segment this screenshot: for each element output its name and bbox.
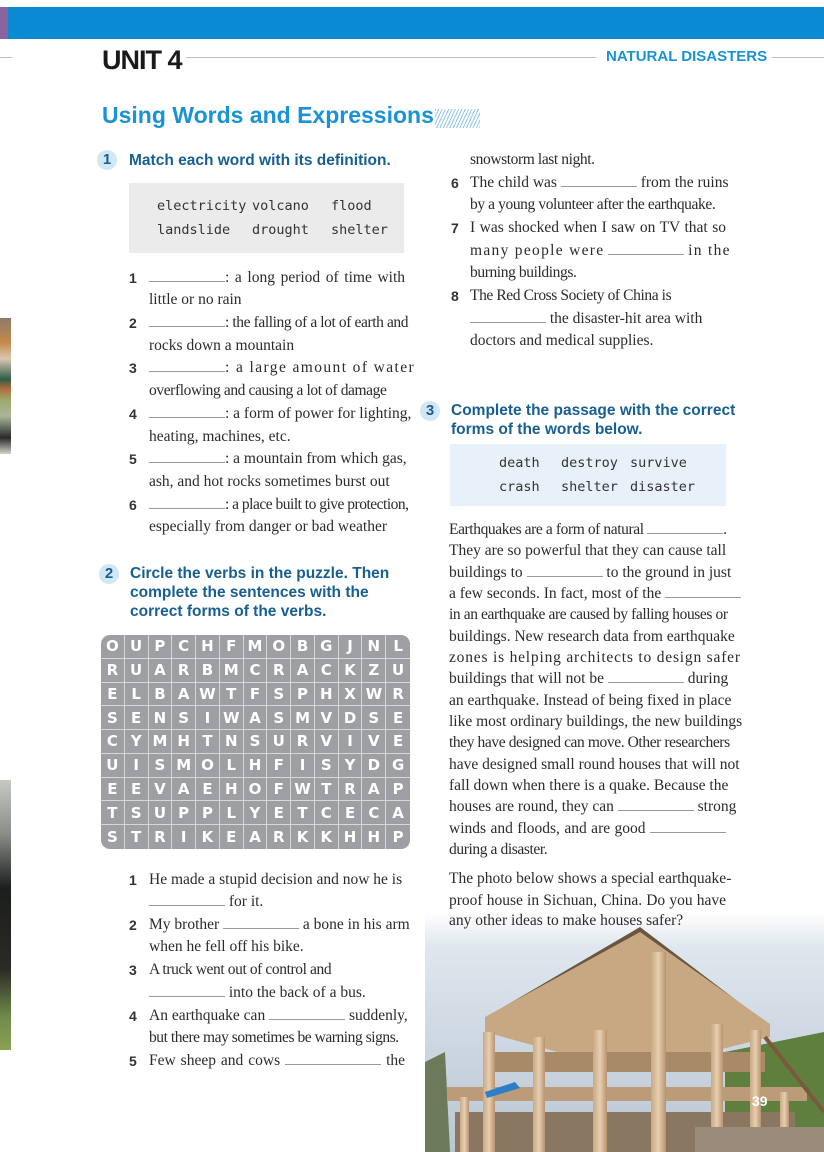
definition-text: : a long period of time with — [225, 269, 405, 286]
answer-blank[interactable] — [650, 818, 726, 833]
passage-line — [449, 796, 737, 818]
puzzle-cell[interactable]: N — [362, 635, 386, 659]
definition-text: : a mountain from which gas, — [225, 450, 407, 467]
sentence-text: from the ruins — [640, 174, 729, 191]
sentence-line: doctors and medical supplies. — [470, 332, 654, 349]
puzzle-cell[interactable]: S — [267, 683, 291, 707]
puzzle-cell[interactable]: C — [315, 801, 339, 825]
definition-text: : a large amount of water — [225, 359, 416, 376]
instruction-line: Complete the passage with the correct — [451, 402, 736, 419]
answer-blank[interactable] — [149, 312, 225, 327]
instruction-line: correct forms of the verbs. — [130, 603, 327, 620]
answer-blank[interactable] — [665, 583, 741, 598]
house-illustration — [425, 912, 824, 1152]
item-number: 2 — [129, 315, 137, 331]
puzzle-cell[interactable]: T — [196, 730, 220, 754]
puzzle-cell[interactable]: O — [267, 635, 291, 659]
puzzle-cell[interactable]: B — [196, 659, 220, 683]
word-bank-word: disaster — [630, 479, 696, 495]
puzzle-cell[interactable]: T — [101, 801, 125, 825]
puzzle-cell[interactable]: E — [339, 801, 363, 825]
answer-blank[interactable] — [470, 308, 546, 323]
item-number: 4 — [129, 406, 137, 422]
word-bank-row — [450, 479, 726, 499]
passage-text: houses are round, they can — [449, 798, 614, 815]
item-number: 2 — [129, 917, 137, 933]
puzzle-cell[interactable]: F — [267, 754, 291, 778]
passage-line — [449, 668, 729, 690]
puzzle-cell[interactable]: V — [315, 730, 339, 754]
puzzle-cell[interactable]: D — [339, 706, 363, 730]
passage-line: zones is helping architects to design safer — [449, 649, 741, 666]
passage-text: strong — [697, 798, 737, 815]
puzzle-cell[interactable]: I — [339, 730, 363, 754]
puzzle-cell[interactable]: A — [362, 778, 386, 802]
divider — [186, 57, 596, 58]
sentence-text: My brother — [149, 916, 220, 933]
definition-line: little or no rain — [149, 291, 242, 308]
puzzle-cell[interactable]: M — [244, 635, 268, 659]
definition-line — [149, 403, 412, 425]
puzzle-cell[interactable]: Y — [125, 730, 149, 754]
word-bank-word: crash — [499, 479, 540, 495]
unit-title: UNIT 4 — [102, 45, 182, 75]
answer-blank[interactable] — [149, 448, 225, 463]
answer-blank[interactable] — [149, 357, 225, 372]
passage-line — [449, 562, 732, 584]
item-number: 6 — [129, 497, 137, 513]
puzzle-cell[interactable]: U — [149, 801, 173, 825]
word-bank-word: flood — [331, 198, 372, 214]
puzzle-cell[interactable]: P — [392, 828, 404, 847]
instruction-line: forms of the words below. — [451, 421, 643, 438]
puzzle-cell[interactable]: A — [149, 659, 173, 683]
puzzle-cell[interactable]: T — [125, 825, 149, 849]
previous-page-photo-edge — [0, 318, 11, 454]
exercise-number-badge: 3 — [420, 401, 440, 421]
word-bank-word: drought — [252, 222, 309, 238]
puzzle-cell[interactable]: H — [196, 635, 220, 659]
definition-line: heating, machines, etc. — [149, 428, 291, 445]
puzzle-cell[interactable]: S — [315, 754, 339, 778]
page-number: 39 — [752, 1093, 768, 1109]
item-number: 5 — [129, 1053, 137, 1069]
photo-caption-line: The photo below shows a special earthquake- — [449, 870, 732, 887]
answer-blank[interactable] — [149, 891, 225, 906]
puzzle-cell[interactable]: H — [362, 825, 386, 849]
sentence-text: many people were — [470, 242, 605, 259]
puzzle-cell[interactable]: Y — [339, 754, 363, 778]
puzzle-cell[interactable]: O — [196, 754, 220, 778]
puzzle-cell[interactable]: H — [244, 754, 268, 778]
sentence-line: snowstorm last night. — [470, 151, 595, 168]
puzzle-cell[interactable]: E — [101, 778, 125, 802]
passage-line: like most ordinary buildings, the new buildings — [449, 713, 743, 730]
passage-text: . — [723, 521, 727, 538]
definition-line — [149, 448, 405, 470]
photo-caption-line: any other ideas to make houses safer? — [449, 912, 684, 929]
sentence-line: burning buildings. — [470, 264, 577, 281]
passage-text: winds and floods, and are good — [449, 820, 646, 837]
puzzle-cell[interactable]: B — [291, 635, 315, 659]
answer-blank[interactable] — [149, 494, 225, 509]
word-bank-word: volcano — [252, 198, 309, 214]
puzzle-cell[interactable]: K — [339, 659, 363, 683]
puzzle-cell[interactable]: L — [220, 754, 244, 778]
puzzle-cell[interactable]: A — [386, 801, 410, 825]
puzzle-cell[interactable]: C — [362, 801, 386, 825]
item-number: 3 — [129, 962, 137, 978]
word-bank-word: survive — [630, 455, 687, 471]
puzzle-cell[interactable]: S — [125, 801, 149, 825]
passage-text: Earthquakes are a form of natural — [449, 521, 644, 538]
definition-line — [149, 312, 409, 334]
puzzle-cell[interactable]: Y — [244, 801, 268, 825]
puzzle-cell[interactable]: R — [267, 825, 291, 849]
answer-blank[interactable] — [608, 668, 684, 683]
puzzle-cell[interactable]: T — [291, 801, 315, 825]
answer-blank[interactable] — [618, 796, 694, 811]
puzzle-cell[interactable]: L — [125, 683, 149, 707]
puzzle-cell[interactable]: E — [386, 730, 410, 754]
puzzle-cell[interactable]: H — [315, 683, 339, 707]
puzzle-cell[interactable]: U — [125, 659, 149, 683]
word-bank-row — [129, 222, 404, 242]
puzzle-cell[interactable]: E — [386, 706, 410, 730]
puzzle-cell[interactable]: P — [386, 778, 410, 802]
puzzle-cell[interactable]: C — [172, 635, 196, 659]
puzzle-cell[interactable]: E — [101, 683, 125, 707]
puzzle-cell[interactable]: U — [267, 730, 291, 754]
puzzle-cell[interactable]: M — [220, 659, 244, 683]
item-number: 1 — [129, 872, 137, 888]
sentence-line — [470, 308, 702, 330]
word-bank-3 — [450, 444, 726, 506]
puzzle-cell[interactable]: I — [196, 706, 220, 730]
photo-caption-line: proof house in Sichuan, China. Do you have — [449, 892, 726, 909]
instruction-line: Circle the verbs in the puzzle. Then — [130, 565, 390, 582]
sentence-line: The Red Cross Society of China is — [470, 287, 672, 304]
sentence-text: suddenly, — [348, 1007, 408, 1024]
puzzle-cell[interactable]: R — [101, 659, 125, 683]
puzzle-cell[interactable]: S — [362, 706, 386, 730]
sentence-line: A truck went out of control and — [149, 961, 332, 978]
item-number: 8 — [451, 288, 459, 304]
unit-topic: NATURAL DISASTERS — [606, 48, 768, 65]
puzzle-cell[interactable]: P — [172, 801, 196, 825]
word-bank-row — [450, 455, 726, 475]
word-bank-word: landslide — [157, 222, 231, 238]
passage-line — [449, 519, 727, 541]
puzzle-cell[interactable]: R — [267, 659, 291, 683]
sentence-text: for it. — [228, 893, 264, 910]
puzzle-cell[interactable]: K — [196, 825, 220, 849]
passage-line: an earthquake. Instead of being fixed in place — [449, 692, 732, 709]
sentence-text: in the — [688, 242, 731, 259]
puzzle-cell[interactable]: A — [172, 778, 196, 802]
passage-line: they have designed can move. Other researchers — [449, 734, 730, 751]
previous-page-photo-edge — [0, 780, 11, 1050]
word-search-puzzle[interactable] — [101, 635, 410, 849]
answer-blank[interactable] — [527, 562, 603, 577]
puzzle-cell[interactable]: C — [315, 659, 339, 683]
answer-blank[interactable] — [149, 403, 225, 418]
passage-line — [449, 583, 726, 605]
puzzle-cell[interactable]: G — [386, 754, 410, 778]
sentence-line: but there may sometimes be warning signs. — [149, 1029, 399, 1046]
puzzle-cell[interactable]: W — [291, 778, 315, 802]
puzzle-cell[interactable]: E — [125, 706, 149, 730]
puzzle-cell[interactable]: W — [362, 683, 386, 707]
divider — [0, 57, 12, 58]
puzzle-cell[interactable]: R — [339, 778, 363, 802]
puzzle-cell[interactable]: E — [220, 825, 244, 849]
passage-text: buildings that will not be — [449, 670, 604, 687]
puzzle-cell[interactable]: U — [386, 659, 410, 683]
item-number: 1 — [129, 270, 137, 286]
puzzle-cell[interactable]: V — [315, 706, 339, 730]
item-number: 6 — [451, 175, 459, 191]
passage-line: have designed small round houses that will not — [449, 756, 740, 773]
passage-line: fall down when there is a quake. Because the — [449, 777, 729, 794]
sentence-line — [470, 172, 729, 194]
exercise-3-instruction — [451, 401, 735, 439]
answer-blank[interactable] — [647, 519, 723, 534]
puzzle-cell[interactable]: X — [339, 683, 363, 707]
puzzle-cell[interactable]: M — [291, 706, 315, 730]
puzzle-cell[interactable]: O — [101, 635, 125, 659]
sentence-line — [149, 914, 410, 936]
puzzle-cell[interactable]: F — [244, 683, 268, 707]
sentence-text: The child was — [470, 174, 557, 191]
definition-line: overflowing and causing a lot of damage — [149, 382, 387, 399]
puzzle-cell[interactable]: D — [362, 754, 386, 778]
puzzle-cell[interactable]: E — [267, 801, 291, 825]
sentence-line — [149, 982, 366, 1004]
definition-text: : a form of power for lighting, — [225, 405, 412, 422]
sentence-line — [470, 240, 731, 262]
word-bank-word: destroy — [561, 455, 618, 471]
sentence-line: when he fell off his bike. — [149, 938, 304, 955]
divider — [772, 57, 824, 58]
puzzle-cell[interactable]: T — [315, 778, 339, 802]
answer-blank[interactable] — [149, 267, 225, 282]
puzzle-cell[interactable]: C — [101, 730, 125, 754]
passage-line: buildings. New research data from earthquake — [449, 628, 735, 645]
puzzle-cell[interactable]: S — [267, 706, 291, 730]
puzzle-cell[interactable]: R — [149, 825, 173, 849]
puzzle-cell[interactable]: G — [315, 635, 339, 659]
puzzle-cell[interactable]: P — [196, 801, 220, 825]
puzzle-cell[interactable]: I — [291, 754, 315, 778]
sentence-text: the — [386, 1052, 405, 1069]
answer-blank[interactable] — [149, 982, 225, 997]
definition-text: : the falling of a lot of earth and — [225, 314, 409, 331]
sentence-line — [149, 891, 263, 913]
puzzle-cell[interactable]: R — [291, 730, 315, 754]
puzzle-cell[interactable]: V — [362, 730, 386, 754]
puzzle-cell[interactable]: S — [244, 730, 268, 754]
sentence-text: Few sheep and cows — [149, 1052, 281, 1069]
passage-line: They are so powerful that they can cause tall — [449, 542, 727, 559]
puzzle-cell[interactable]: A — [244, 825, 268, 849]
answer-blank[interactable] — [223, 914, 299, 929]
item-number: 3 — [129, 360, 137, 376]
puzzle-cell[interactable]: N — [149, 706, 173, 730]
puzzle-cell[interactable]: C — [244, 659, 268, 683]
puzzle-cell[interactable]: U — [101, 754, 125, 778]
puzzle-cell[interactable]: A — [244, 706, 268, 730]
answer-blank[interactable] — [269, 1005, 345, 1020]
exercise-1-instruction: Match each word with its definition. — [129, 152, 391, 169]
puzzle-cell[interactable]: Z — [362, 659, 386, 683]
puzzle-cell[interactable]: R — [386, 683, 410, 707]
passage-line: during a disaster. — [449, 841, 548, 858]
puzzle-cell[interactable]: S — [101, 706, 125, 730]
sentence-text: the disaster-hit area with — [549, 310, 703, 327]
sentence-line: by a young volunteer after the earthquake. — [470, 196, 716, 213]
instruction-line: complete the sentences with the — [130, 584, 369, 601]
puzzle-cell[interactable]: F — [220, 635, 244, 659]
puzzle-cell[interactable]: H — [339, 825, 363, 849]
passage-text: buildings to — [449, 564, 523, 581]
word-bank-row — [129, 198, 404, 218]
word-bank-word: shelter — [561, 479, 618, 495]
unit-color-tab — [0, 7, 8, 39]
definition-line: ash, and hot rocks sometimes burst out — [149, 473, 390, 490]
section-title: Using Words and Expressions — [102, 102, 434, 128]
passage-text: during — [687, 670, 729, 687]
definition-line — [149, 357, 416, 379]
definition-line — [149, 267, 405, 289]
answer-blank[interactable] — [608, 240, 684, 255]
sentence-line — [149, 1050, 405, 1072]
word-bank-word: electricity — [157, 198, 247, 214]
puzzle-cell[interactable]: M — [172, 754, 196, 778]
puzzle-cell[interactable]: F — [267, 778, 291, 802]
puzzle-cell[interactable]: K — [291, 825, 315, 849]
puzzle-cell[interactable]: L — [386, 635, 410, 659]
puzzle-cell[interactable]: W — [196, 683, 220, 707]
sentence-text: into the back of a bus. — [228, 984, 366, 1001]
earthquake-proof-house-photo — [425, 912, 824, 1152]
answer-blank[interactable] — [561, 172, 637, 187]
answer-blank[interactable] — [285, 1050, 381, 1065]
passage-line: in an earthquake are caused by falling houses or — [449, 606, 728, 623]
puzzle-cell[interactable]: O — [244, 778, 268, 802]
puzzle-cell[interactable]: I — [172, 825, 196, 849]
definition-line — [149, 494, 409, 516]
word-bank-1 — [129, 183, 404, 253]
puzzle-cell[interactable]: P — [291, 683, 315, 707]
passage-text: a few seconds. In fact, most of the — [449, 585, 662, 602]
sentence-line: He made a stupid decision and now he is — [149, 871, 403, 888]
puzzle-cell[interactable]: U — [125, 635, 149, 659]
puzzle-cell[interactable]: I — [125, 754, 149, 778]
puzzle-cell[interactable]: S — [149, 754, 173, 778]
puzzle-cell[interactable]: W — [220, 706, 244, 730]
sentence-text: An earthquake can — [149, 1007, 266, 1024]
puzzle-cell[interactable]: A — [172, 683, 196, 707]
item-number: 5 — [129, 451, 137, 467]
puzzle-cell[interactable]: B — [149, 683, 173, 707]
definition-text: : a place built to give protection, — [225, 496, 409, 513]
sentence-text: a bone in his arm — [302, 916, 410, 933]
puzzle-cell[interactable]: A — [291, 659, 315, 683]
puzzle-cell[interactable]: H — [172, 730, 196, 754]
puzzle-cell[interactable]: M — [149, 730, 173, 754]
item-number: 7 — [451, 220, 459, 236]
puzzle-cell[interactable]: H — [220, 778, 244, 802]
sentence-line — [149, 1005, 408, 1027]
puzzle-cell[interactable]: S — [101, 825, 125, 849]
exercise-number-badge: 2 — [99, 564, 119, 584]
top-banner — [8, 7, 824, 39]
word-bank-word: shelter — [331, 222, 388, 238]
puzzle-cell[interactable]: L — [220, 801, 244, 825]
puzzle-cell[interactable]: J — [339, 635, 363, 659]
puzzle-cell[interactable]: E — [196, 778, 220, 802]
item-number: 4 — [129, 1008, 137, 1024]
puzzle-cell[interactable]: S — [172, 706, 196, 730]
passage-line — [449, 818, 726, 840]
puzzle-cell[interactable]: T — [220, 683, 244, 707]
definition-line: especially from danger or bad weather — [149, 518, 387, 535]
definition-line: rocks down a mountain — [149, 337, 295, 354]
puzzle-cell[interactable]: E — [125, 778, 149, 802]
exercise-2-instruction — [130, 564, 389, 621]
puzzle-cell[interactable]: K — [315, 825, 339, 849]
word-bank-word: death — [499, 455, 540, 471]
hatch-decoration-icon — [435, 109, 480, 128]
puzzle-cell[interactable]: N — [220, 730, 244, 754]
sentence-line: I was shocked when I saw on TV that so — [470, 219, 726, 236]
passage-text: to the ground in just — [606, 564, 732, 581]
puzzle-cell[interactable]: R — [172, 659, 196, 683]
exercise-number-badge: 1 — [97, 150, 117, 170]
puzzle-cell[interactable]: V — [149, 778, 173, 802]
puzzle-cell[interactable]: P — [149, 635, 173, 659]
